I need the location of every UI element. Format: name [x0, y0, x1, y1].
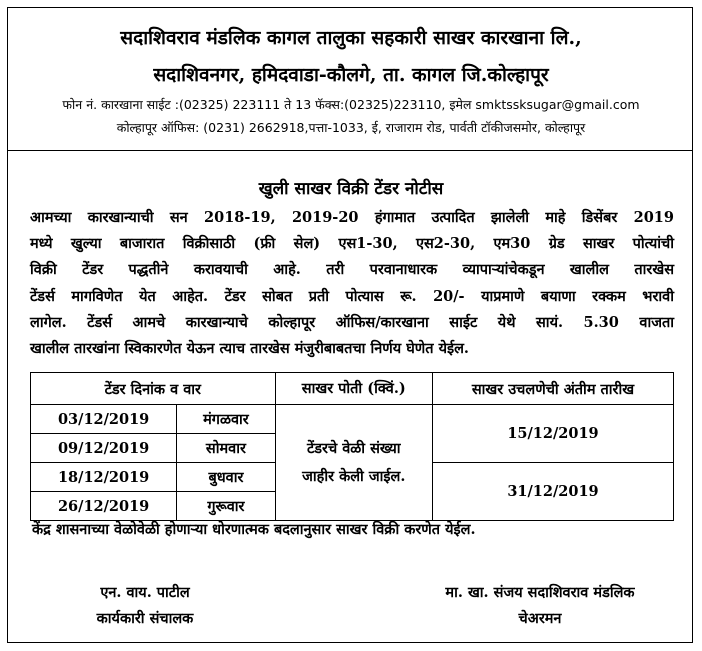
left-signatory-name: एन. वाय. पाटील [100, 584, 190, 601]
header-sugar-bags: साखर पोती (क्विं.) [275, 373, 432, 405]
contact-line: फोन नं. कारखाना साईट :(02325) 223111 ते 13 फॅक्स:(02325)223110, इमेल smktssksugar@gmail.com [62, 97, 640, 112]
table-row [31, 405, 674, 434]
tender-date: 26/12/2019 [31, 492, 177, 521]
tender-day: सोमवार [177, 434, 275, 463]
notice-line: विक्री टेंडर पद्धतीने करावयाची आहे. तरी परवानाधारक व्यापाऱ्यांचेकडून खालील तारखेस [30, 261, 674, 279]
right-signatory-title: चेअरमन [518, 610, 562, 627]
right-signatory-name: मा. खा. संजय सदाशिवराव मंडलिक [445, 584, 635, 601]
bags-text-line: टेंडरचे वेळी संख्या [306, 439, 401, 457]
notice-line: टेंडर्स मागविणेत येत आहेत. टेंडर सोबत प्रती पोत्यास रू. 20/- याप्रमाणे बयाणा रक्कम भरावी [30, 287, 674, 305]
bags-text-line: जाहीर केली जाईल. [302, 467, 406, 485]
footer-note: केंद्र शासनाच्या वेळोवेळी होणाऱ्या धोरणात्मक बदलानुसार साखर विक्री करणेत येईल. [32, 521, 476, 538]
tender-date: 03/12/2019 [31, 405, 177, 434]
notice-line: मध्ये खुल्या बाजारात विक्रीसाठी (फ्री सेल) एस1-30, एस2-30, एम30 ग्रेड साखर पोत्यांची [30, 235, 674, 253]
tender-date: 09/12/2019 [31, 434, 177, 463]
notice-line: आमच्या कारखान्याची सन 2018-19, 2019-20 हंगामात उत्पादित झालेली माहे डिसेंबर 2019 [30, 209, 674, 226]
tender-date: 18/12/2019 [31, 463, 177, 492]
table-header-row [31, 373, 674, 405]
lifting-date-cell: 31/12/2019 [432, 463, 673, 521]
notice-line: लागेल. टेंडर्स आमचे कारखान्याचे कोल्हापूर ऑफिस/कारखाना साईट येथे सायं. 5.30 वाजता [30, 313, 674, 331]
header-tender-date-day: टेंडर दिनांक व वार [31, 373, 276, 405]
tender-day: बुधवार [177, 463, 275, 492]
tender-day: मंगळवार [177, 405, 275, 434]
org-name: सदाशिवराव मंडलिक कागल तालुका सहकारी साखर कारखाना लि., [120, 27, 582, 49]
tender-table [30, 372, 674, 521]
lifting-date-cell: 15/12/2019 [432, 405, 673, 463]
org-address: सदाशिवनगर, हमिदवाडा-कौलगे, ता. कागल जि.कोल्हापूर [153, 64, 549, 86]
office-line: कोल्हापूर ऑफिस: (0231) 2662918,पत्ता-1033, ई, राजाराम रोड, पार्वती टॉकीजसमोर, कोल्हापूर [116, 120, 586, 135]
notice-title: खुली साखर विक्री टेंडर नोटीस [258, 179, 444, 199]
header-last-lifting-date: साखर उचलणेची अंतीम तारीख [432, 373, 673, 405]
notice-body [30, 205, 674, 362]
tender-day: गुरूवार [177, 492, 275, 521]
header-separator [7, 150, 693, 151]
left-signatory-title: कार्यकारी संचालक [96, 610, 194, 627]
notice-line: खालील तारखांना स्विकारणेत येऊन त्याच तारखेस मंजुरीबाबतचा निर्णय घेणेत येईल. [30, 340, 469, 358]
bags-cell [275, 405, 432, 521]
